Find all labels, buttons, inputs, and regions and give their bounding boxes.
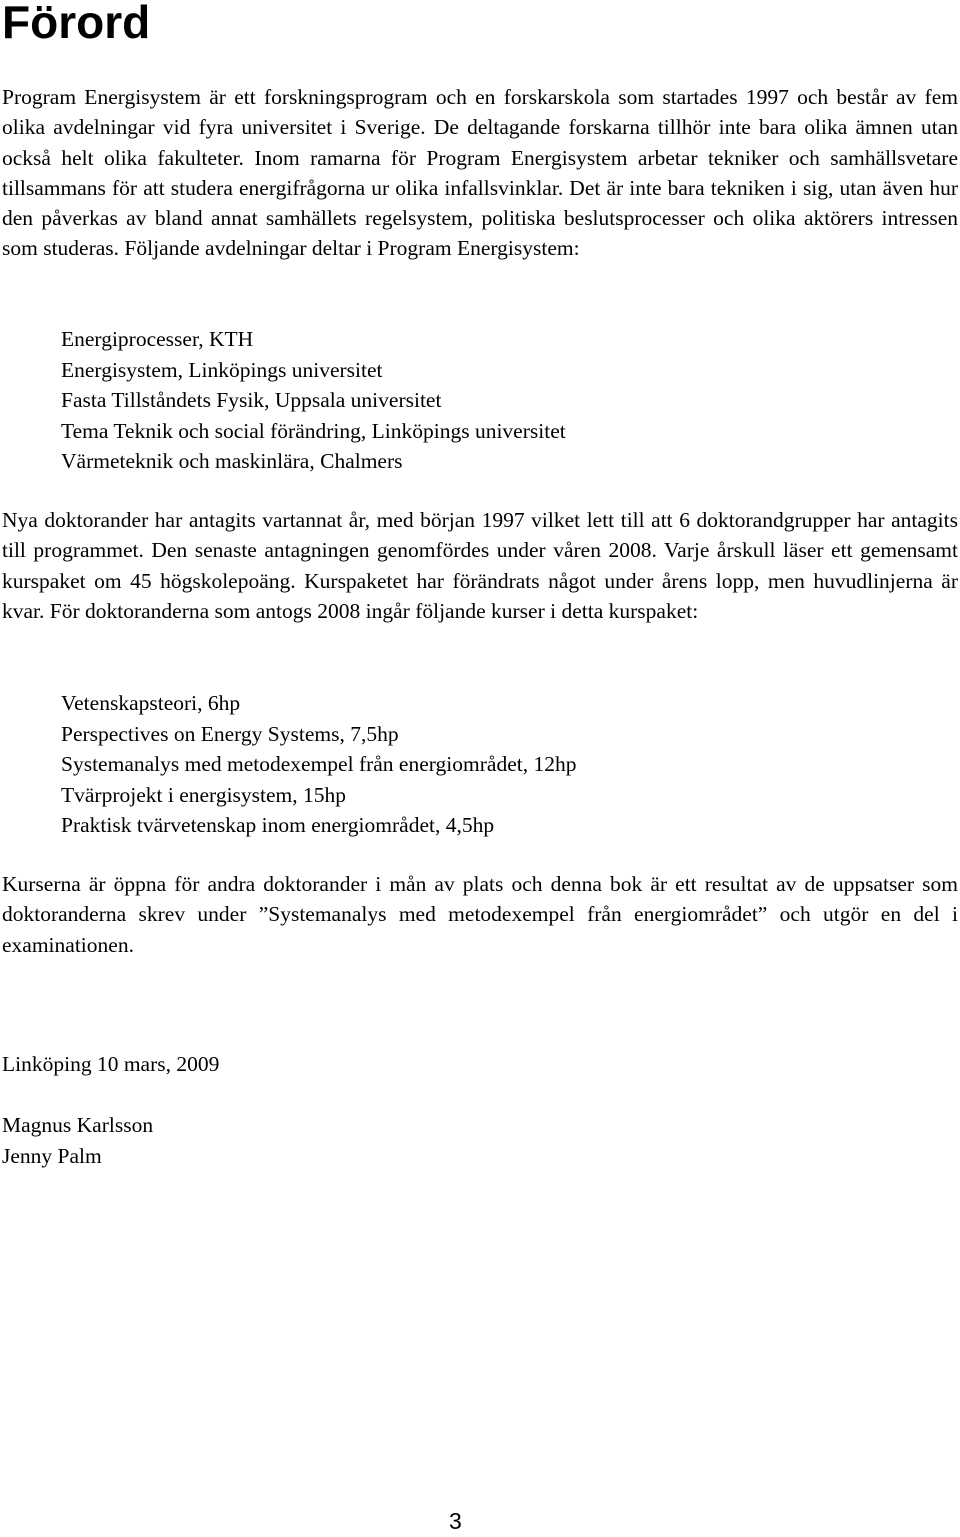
- author-name: Magnus Karlsson: [2, 1113, 154, 1137]
- list-item: Energiprocesser, KTH: [61, 327, 254, 351]
- list-item: Praktisk tvärvetenskap inom energiområdet, 4,5hp: [61, 813, 495, 837]
- list-item: Tvärprojekt i energisystem, 15hp: [61, 782, 347, 807]
- list-item: Systemanalys med metodexempel från energiområdet, 12hp: [61, 752, 577, 776]
- list-item: Perspectives on Energy Systems, 7,5hp: [61, 721, 399, 746]
- place-date: Linköping 10 mars, 2009: [2, 1052, 220, 1076]
- intro-paragraph: Program Energisystem är ett forskningsprogram och en forskarskola som startades 1997 och består av fem olika avdelningar vid fyra universitet i Sverige. De deltagande forskarna tillhör inte bara olika ämnen utan också helt olika fakulteter. Inom ramarna för Program Energisystem arbetar tekniker och samhällsvetare tillsammans för att studera energifrågorna ur olika infallsvinklar. Det är inte bara tekniken i sig, utan även hur den påverkas av bland annat samhällets regelsystem, politiska beslutsprocesser och olika aktörers intressen som studeras. Följande avdelningar deltar i Program Energisystem:: [2, 85, 958, 261]
- list-item: Energisystem, Linköpings universitet: [61, 357, 383, 382]
- courses-paragraph: Nya doktorander har antagits vartannat år, med början 1997 vilket lett till att 6 doktorandgrupper har antagits till programmet. Den senaste antagningen genomfördes under våren 2008. Varje årskull läser ett gemensamt kurspaket om 45 högskolepoäng. Kurspaketet har förändrats något under årens lopp, men huvudlinjerna är kvar. För doktoranderna som antogs 2008 ingår följande kurser i detta kurspaket:: [2, 508, 958, 623]
- list-item: Fasta Tillståndets Fysik, Uppsala universitet: [61, 388, 442, 412]
- list-item: Värmeteknik och maskinlära, Chalmers: [61, 449, 403, 473]
- page-title: Förord: [2, 0, 151, 48]
- author-name: Jenny Palm: [2, 1144, 102, 1168]
- closing-paragraph: Kurserna är öppna för andra doktorander i mån av plats och denna bok är ett resultat av de uppsatser som doktoranderna skrev under ”Systemanalys med metodexempel från energiområdet” och utgör en del i examinationen.: [2, 872, 958, 957]
- course-list: [61, 688, 576, 841]
- list-item: Tema Teknik och social förändring, Linköpings universitet: [61, 418, 566, 443]
- list-item: Vetenskapsteori, 6hp: [61, 691, 241, 715]
- page-number: 3: [449, 1508, 462, 1534]
- department-list: [61, 324, 566, 477]
